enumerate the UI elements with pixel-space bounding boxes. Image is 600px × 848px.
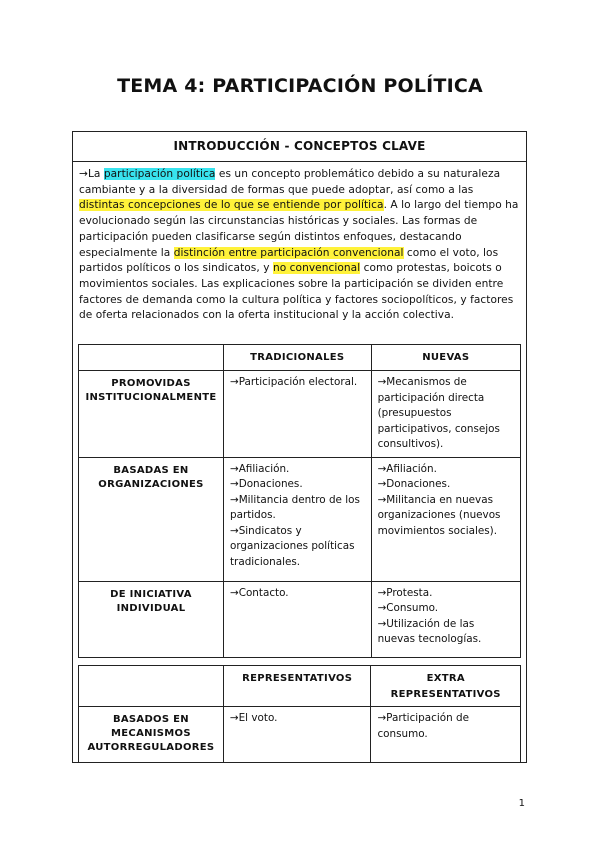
- intro-text-2: es un concepto problemático debido a su naturaleza cambiante y a la diversidad de formas que puede adoptar, así como a las: [79, 168, 501, 196]
- cell-nuevas: [371, 581, 520, 657]
- column-header-tradicionales: TRADICIONALES: [223, 345, 371, 371]
- cell-item: →Sindicatos y organizaciones políticas tradicionales.: [229, 524, 355, 568]
- table-row: [79, 581, 521, 657]
- highlight-distincion: distinción entre participación convencional: [173, 246, 404, 259]
- cell-item: →Donaciones.: [229, 478, 303, 490]
- table-row: [79, 707, 521, 763]
- empty-corner-cell: [79, 666, 224, 707]
- cell-item: →Afiliación.: [377, 462, 437, 475]
- section-header: INTRODUCCIÓN - CONCEPTOS CLAVE: [73, 132, 526, 162]
- participation-forms-table: [78, 344, 521, 658]
- cell-item: →Participación de consumo.: [377, 712, 469, 740]
- row-header-promovidas: PROMOVIDAS INSTITUCIONALMENTE: [79, 371, 224, 458]
- table-header-row: [79, 666, 521, 707]
- highlight-concepciones: distintas concepciones de lo que se entiende por política: [79, 199, 384, 212]
- cell-tradicionales: [223, 457, 371, 581]
- cell-representativos: [223, 707, 371, 763]
- cell-item: →Participación electoral.: [229, 376, 358, 388]
- column-header-nuevas: NUEVAS: [371, 345, 520, 371]
- cell-item: →Mecanismos de participación directa (presupuestos participativos, consejos consultivos).: [377, 376, 500, 450]
- column-header-extra-representativos: EXTRA REPRESENTATIVOS: [371, 666, 521, 707]
- page-title: TEMA 4: PARTICIPACIÓN POLÍTICA: [117, 75, 483, 97]
- row-header-mecanismos: BASADOS EN MECANISMOS AUTORREGULADORES: [79, 707, 224, 763]
- representation-table: [78, 665, 521, 763]
- highlight-no-convencional: no convencional: [272, 262, 361, 275]
- column-header-representativos: REPRESENTATIVOS: [223, 666, 371, 707]
- cell-item: →Consumo.: [377, 602, 439, 614]
- cell-item: →Protesta.: [377, 586, 433, 599]
- cell-nuevas: [371, 371, 520, 458]
- table-row: [79, 457, 521, 581]
- cell-extra-representativos: [371, 707, 521, 763]
- cell-item: →Donaciones.: [377, 478, 451, 490]
- arrow-glyph: →: [79, 168, 88, 180]
- cell-tradicionales: [223, 371, 371, 458]
- page-number: 1: [518, 798, 525, 809]
- cell-item: →Afiliación.: [229, 462, 290, 475]
- intro-text-5: como protestas, boicots o movimientos sociales. Las explicaciones sobre la participación se dividen entre factores de demanda como la cultura política y factores sociopolíticos, y factores de oferta relacionados con la oferta institucional y la acción colectiva.: [79, 262, 514, 322]
- cell-item: →Contacto.: [229, 586, 289, 599]
- cell-item: →Militancia en nuevas organizaciones (nuevos movimientos sociales).: [377, 493, 501, 537]
- cell-item: →Militancia dentro de los partidos.: [229, 493, 360, 521]
- intro-paragraph: [73, 162, 526, 324]
- row-header-basadas: BASADAS EN ORGANIZACIONES: [79, 457, 224, 581]
- table-row: [79, 371, 521, 458]
- cell-nuevas: [371, 457, 520, 581]
- intro-text-1: La: [87, 168, 104, 180]
- intro-text-3: . A lo largo del tiempo ha evolucionado según las circunstancias históricas y sociales. Las formas de participación pueden clasificarse según distintos enfoques, destacando especialmente la: [79, 199, 519, 259]
- cell-tradicionales: [223, 581, 371, 657]
- empty-corner-cell: [79, 345, 224, 371]
- highlight-participacion-politica: participación política: [103, 168, 216, 180]
- row-header-iniciativa: DE INICIATIVA INDIVIDUAL: [79, 581, 224, 657]
- intro-text-4: como el voto, los partidos políticos o los sindicatos, y: [79, 246, 499, 275]
- cell-item: →El voto.: [229, 712, 278, 724]
- cell-item: →Utilización de las nuevas tecnologías.: [377, 617, 482, 645]
- table-header-row: [79, 345, 521, 371]
